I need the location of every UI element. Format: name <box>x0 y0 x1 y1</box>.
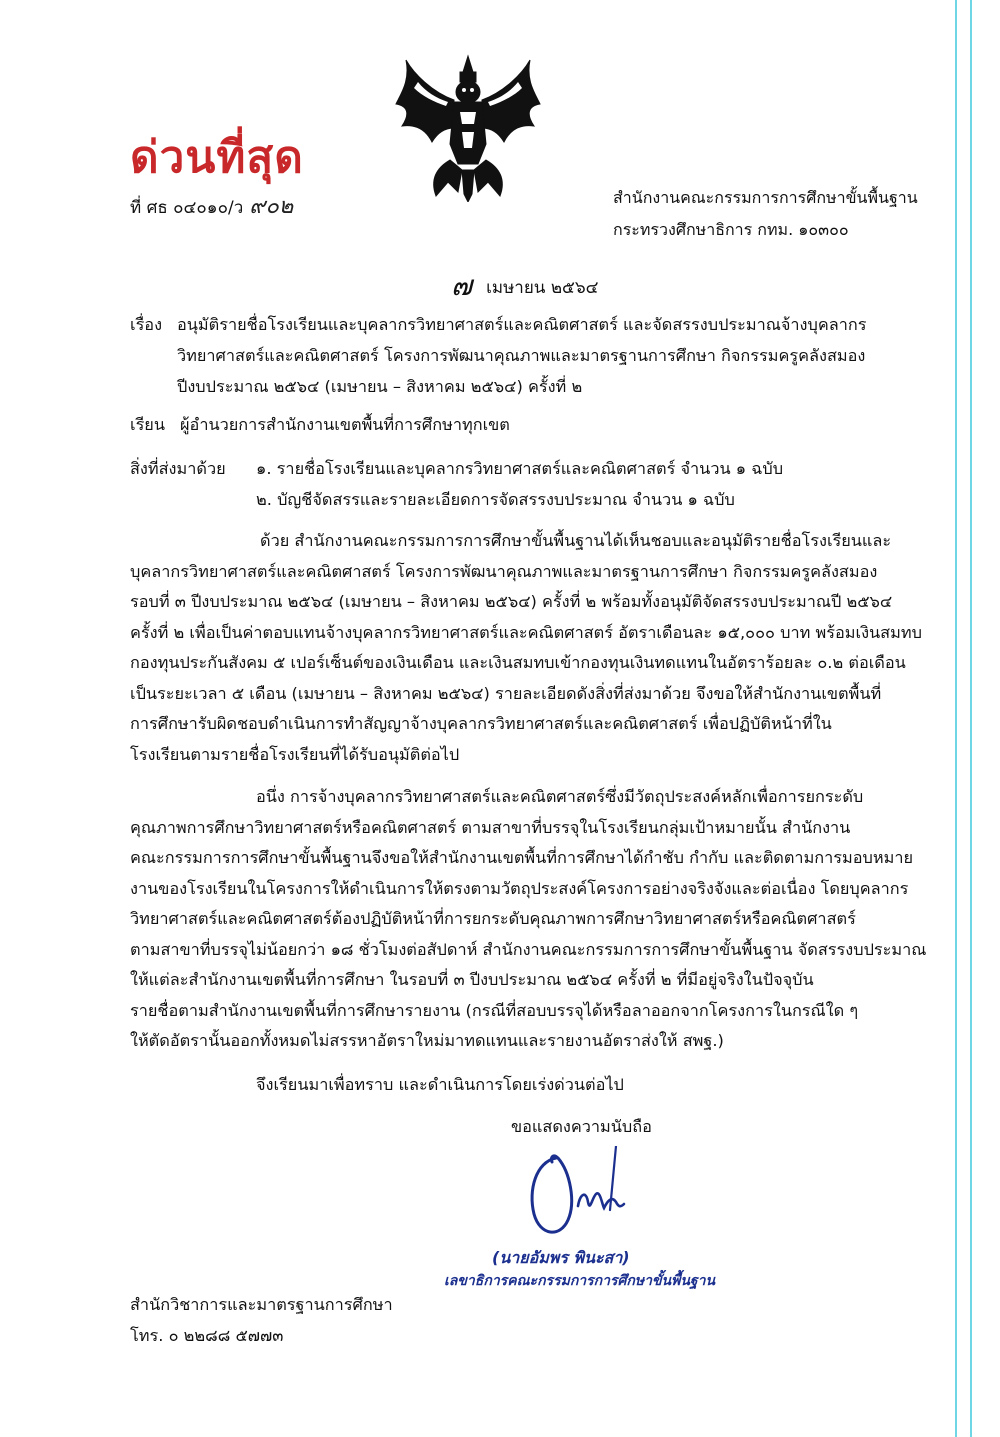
margin-line <box>970 0 972 1437</box>
margin-line <box>955 0 957 1437</box>
paragraph-line: รอบที่ ๓ ปีงบประมาณ ๒๕๖๔ (เมษายน – สิงหาคม ๒๕๖๔) ครั้งที่ ๒ พร้อมทั้งอนุมัติจัดสรรงบประมาณปี ๒๕๖๔ <box>130 592 893 611</box>
paragraph-line: บุคลากรวิทยาศาสตร์และคณิตศาสตร์ โครงการพัฒนาคุณภาพและมาตรฐานการศึกษา กิจกรรมครูคลังสมอง <box>130 561 878 581</box>
document-number-handwritten: ๙๐๒ <box>249 194 294 219</box>
subject-line: ปีงบประมาณ ๒๕๖๔ (เมษายน – สิงหาคม ๒๕๖๔) ครั้งที่ ๒ <box>177 377 583 396</box>
handwritten-signature-icon <box>522 1146 638 1246</box>
paragraph-line: กองทุนประกันสังคม ๕ เปอร์เซ็นต์ของเงินเดือน และเงินสมทบเข้ากองทุนเงินทดแทนในอัตราร้อยละ ๐.๒ ต่อเดือน <box>130 653 906 672</box>
closing-paragraph: จึงเรียนมาเพื่อทราบ และดำเนินการโดยเร่งด่วนต่อไป <box>256 1075 624 1094</box>
paragraph-line: คุณภาพการศึกษาวิทยาศาสตร์หรือคณิตศาสตร์ ตามสาขาที่บรรจุในโรงเรียนกลุ่มเป้าหมายนั้น สำนักงาน <box>130 817 851 837</box>
paragraph-line: เป็นระยะเวลา ๕ เดือน (เมษายน – สิงหาคม ๒๕๖๔) รายละเอียดดังสิ่งที่ส่งมาด้วย จึงขอให้สำนักงานเขตพื้นที่ <box>130 683 882 703</box>
document-number-printed: ที่ ศธ ๐๔๐๑๐/ว <box>130 198 244 218</box>
document-date <box>451 262 599 306</box>
body-paragraph-2 <box>130 782 927 1057</box>
subject-label: เรื่อง <box>130 315 163 334</box>
subject-line: อนุมัติรายชื่อโรงเรียนและบุคลากรวิทยาศาสตร์และคณิตศาสตร์ และจัดสรรงบประมาณจ้างบุคลากร <box>177 315 867 334</box>
paragraph-line: โรงเรียนตามรายชื่อโรงเรียนที่ได้รับอนุมัติต่อไป <box>130 744 460 764</box>
signature-closing: ขอแสดงความนับถือ <box>511 1117 652 1136</box>
paragraph-line: อนึ่ง การจ้างบุคลากรวิทยาศาสตร์และคณิตศาสตร์ซึ่งมีวัตถุประสงค์หลักเพื่อการยกระดับ <box>256 787 864 806</box>
recipient-text: ผู้อำนวยการสำนักงานเขตพื้นที่การศึกษาทุกเขต <box>180 415 510 434</box>
paragraph-line: การศึกษารับผิดชอบดำเนินการทำสัญญาจ้างบุคลากรวิทยาศาสตร์และคณิตศาสตร์ เพื่อปฏิบัติหน้าที่ใน <box>130 714 832 733</box>
garuda-emblem-icon <box>392 52 544 202</box>
paragraph-line: ครั้งที่ ๒ เพื่อเป็นค่าตอบแทนจ้างบุคลากรวิทยาศาสตร์และคณิตศาสตร์ อัตราเดือนละ ๑๕,๐๐๐ บาท พร้อมเงินสมทบ <box>130 622 922 642</box>
enclosure-item: ๒. บัญชีจัดสรรและรายละเอียดการจัดสรรงบประมาณ จำนวน ๑ ฉบับ <box>256 490 735 509</box>
sender-ministry: กระทรวงศึกษาธิการ กทม. ๑๐๓๐๐ <box>613 220 849 239</box>
date-month-year: เมษายน ๒๕๖๔ <box>486 278 599 298</box>
sender-office: สำนักงานคณะกรรมการการศึกษาขั้นพื้นฐาน <box>613 188 918 207</box>
paragraph-line: ให้แต่ละสำนักงานเขตพื้นที่การศึกษา ในรอบที่ ๓ ปีงบประมาณ ๒๕๖๔ ครั้งที่ ๒ ที่มีอยู่จริงในปัจจุบัน <box>130 970 814 989</box>
subject-line: วิทยาศาสตร์และคณิตศาสตร์ โครงการพัฒนาคุณภาพและมาตรฐานการศึกษา กิจกรรมครูคลังสมอง <box>177 346 866 365</box>
urgency-heading: ด่วนที่สุด <box>130 132 304 183</box>
document-number <box>130 188 293 223</box>
paragraph-line: งานของโรงเรียนในโครงการให้ดำเนินการให้ตรงตามวัตถุประสงค์โครงการอย่างจริงจังและต่อเนื่อง โดยบุคลากร <box>130 878 909 898</box>
enclosure-item: ๑. รายชื่อโรงเรียนและบุคลากรวิทยาศาสตร์และคณิตศาสตร์ จำนวน ๑ ฉบับ <box>256 459 784 478</box>
footer-office: สำนักวิชาการและมาตรฐานการศึกษา <box>130 1295 393 1314</box>
footer-telephone: โทร. ๐ ๒๒๘๘ ๕๗๗๓ <box>130 1326 284 1345</box>
paragraph-line: ตามสาขาที่บรรจุไม่น้อยกว่า ๑๘ ชั่วโมงต่อสัปดาห์ สำนักงานคณะกรรมการการศึกษาขั้นพื้นฐาน จัดสรรงบประมาณ <box>130 939 927 959</box>
paragraph-line: คณะกรรมการการศึกษาขั้นพื้นฐานจึงขอให้สำนักงานเขตพื้นที่การศึกษาได้กำชับ กำกับ และติดตามการมอบหมาย <box>130 848 914 867</box>
sender-address <box>613 182 918 246</box>
paragraph-line: ให้ตัดอัตรานั้นออกทั้งหมดไม่สรรหาอัตราใหม่มาทดแทนและรายงานอัตราส่งให้ สพฐ.) <box>130 1031 724 1050</box>
enclosures-label: สิ่งที่ส่งมาด้วย <box>130 459 226 478</box>
signatory-position: เลขาธิการคณะกรรมการการศึกษาขั้นพื้นฐาน <box>444 1273 716 1289</box>
paragraph-line: วิทยาศาสตร์และคณิตศาสตร์ต้องปฏิบัติหน้าที่การยกระดับคุณภาพการศึกษาวิทยาศาสตร์หรือคณิตศาสตร์ <box>130 909 856 928</box>
recipient-label: เรียน <box>130 415 165 434</box>
paragraph-line: รายชื่อตามสำนักงานเขตพื้นที่การศึกษารายงาน (กรณีที่สอบบรรจุได้หรือลาออกจากโครงการในกรณีใด ๆ <box>130 1000 859 1020</box>
signatory-name: (นายอัมพร พินะสา) <box>492 1248 630 1267</box>
paragraph-line: ด้วย สำนักงานคณะกรรมการการศึกษาขั้นพื้นฐานได้เห็นชอบและอนุมัติรายชื่อโรงเรียนและ <box>260 531 892 550</box>
body-paragraph-1 <box>130 526 922 770</box>
date-day-handwritten: ๗ <box>451 269 473 302</box>
